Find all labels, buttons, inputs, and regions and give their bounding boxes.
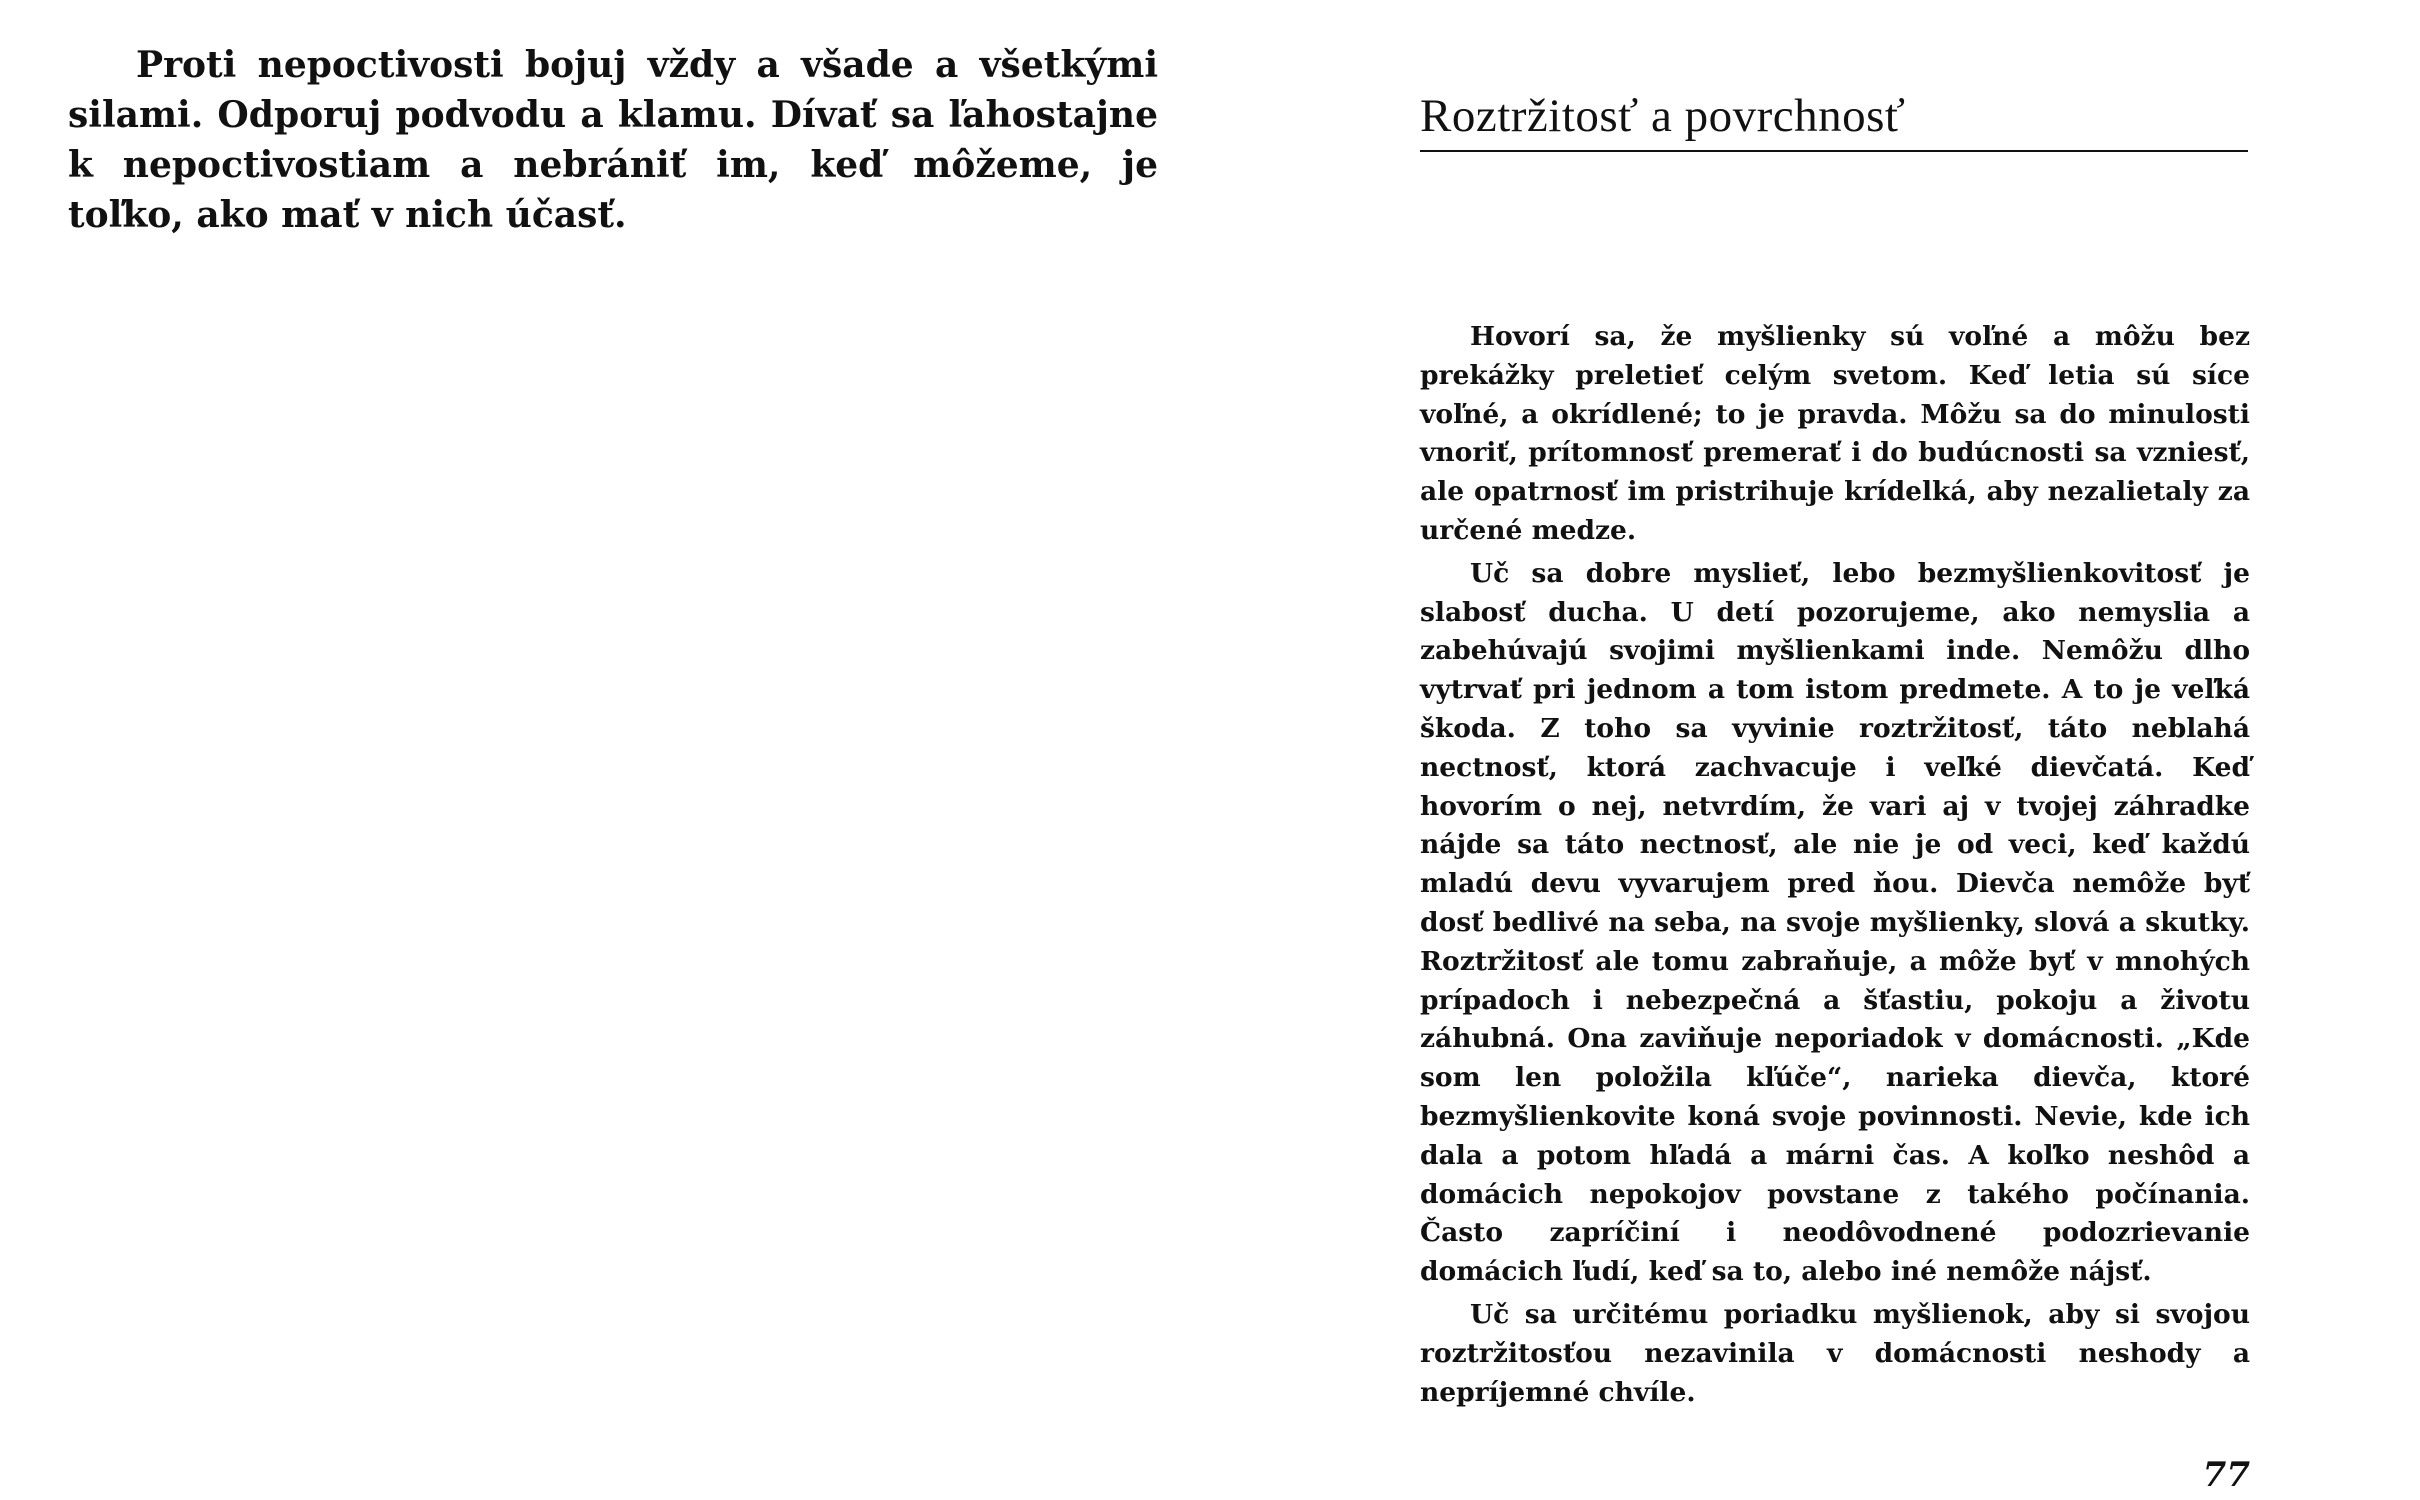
- chapter-body: [1420, 318, 2250, 1416]
- right-page: [1210, 0, 2420, 1500]
- body-paragraph-1: Hovorí sa, že myšlienky sú voľné a môžu bez prekážky preletieť celým svetom. Keď letia sú síce voľné, a okrídlené; to je pravda. Môžu sa do minulosti vnoriť, prítomnosť premerať i do budúcnosti sa vzniesť, ale opatrnosť im pristrihuje krídelká, aby nezalietaly za určené medze.: [1420, 321, 2250, 546]
- body-paragraph-3: Uč sa určitému poriadku myšlienok, aby si svojou roztržitosťou nezavinila v domácnosti neshody a nepríjemné chvíle.: [1420, 1298, 2250, 1408]
- title-underline: [1420, 150, 2248, 152]
- page-number: 77: [2202, 1455, 2250, 1495]
- left-page-paragraph: Proti nepoctivosti bojuj vždy a všade a všetkými silami. Odporuj podvodu a klamu. Dívať sa ľahostajne k nepoctivostiam a nebrániť im, keď môžeme, je toľko, ako mať v nich účasť.: [68, 44, 1158, 236]
- body-paragraph-2: Uč sa dobre myslieť, lebo bezmyšlienkovitosť je slabosť ducha. U detí pozorujeme, ako nemyslia a zabehúvajú svojimi myšlienkami inde. Nemôžu dlho vytrvať pri jednom a tom istom predmete. A to je veľká škoda. Z toho sa vyvinie roztržitosť, táto neblahá nectnosť, ktorá zachvacuje i veľké dievčatá. Keď hovorím o nej, netvrdím, že vari aj v tvojej záhradke nájde sa táto nectnosť, ale nie je od veci, keď každú mladú devu vyvarujem pred ňou. Dievča nemôže byť dosť bedlivé na seba, na svoje myšlienky, slová a skutky. Roztržitosť ale tomu zabraňuje, a môže byť v mnohých prípadoch i nebezpečná a šťastiu, pokoju a životu záhubná. Ona zaviňuje neporiadok v domácnosti. „Kde som len položila kľúče“, narieka dievča, ktoré bezmyšlienkovite koná svoje povinnosti. Nevie, kde ich dala a potom hľadá a márni čas. A koľko neshôd a domácich nepokojov povstane z takého počínania. Často zapríčiní i neodôvodnené podozrievanie domácich ľudí, keď sa to, alebo iné nemôže nájsť.: [1420, 557, 2250, 1288]
- chapter-title: Roztržitosť a povrchnosť: [1420, 90, 1906, 142]
